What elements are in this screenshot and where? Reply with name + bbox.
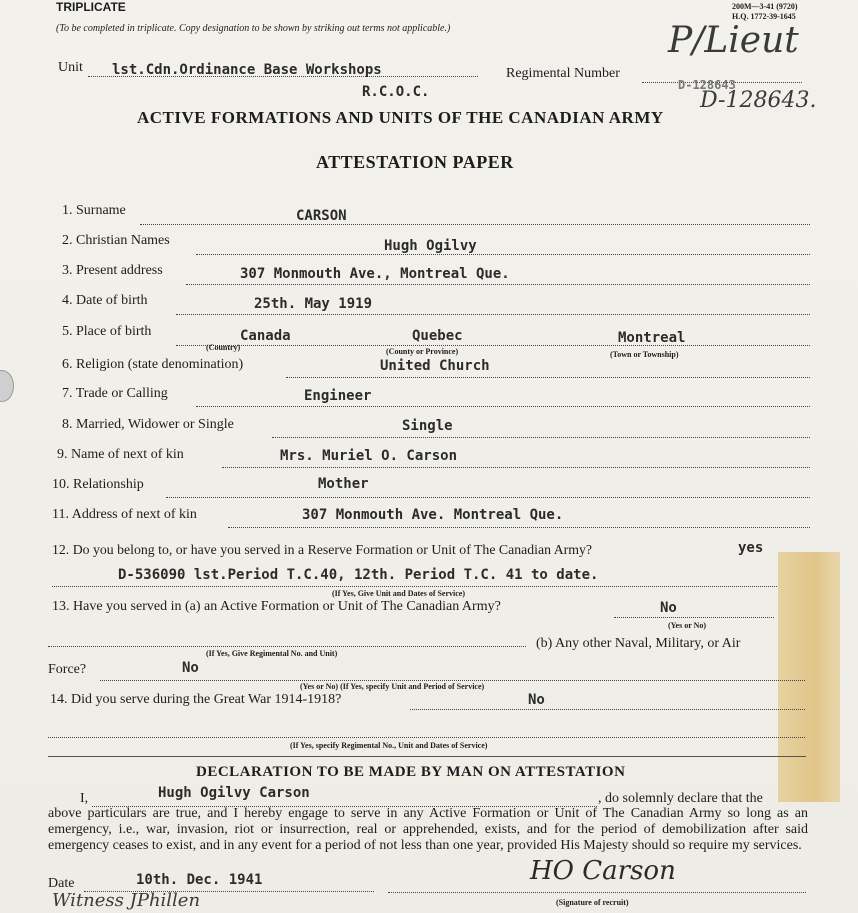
other-service-answer: No xyxy=(182,660,199,676)
next-of-kin-label: 9. Name of next of kin xyxy=(57,447,184,462)
religion-value: United Church xyxy=(380,358,490,374)
place-of-birth-province: Quebec xyxy=(412,328,463,344)
declaration-line1-end: , do solemnly declare that the xyxy=(598,791,763,806)
rank-handwritten: P/Lieut xyxy=(668,20,799,61)
great-war-label: 14. Did you serve during the Great War 1914-1918? xyxy=(50,692,342,707)
present-address-value: 307 Monmouth Ave., Montreal Que. xyxy=(240,266,510,282)
reserve-caption: (If Yes, Give Unit and Dates of Service) xyxy=(332,589,466,598)
town-caption: (Town or Township) xyxy=(610,350,679,359)
unit-value-corps: R.C.O.C. xyxy=(362,84,430,100)
marital-status-label: 8. Married, Widower or Single xyxy=(62,417,234,432)
present-address-label: 3. Present address xyxy=(62,263,163,278)
surname-label: 1. Surname xyxy=(62,203,126,218)
next-of-kin-value: Mrs. Muriel O. Carson xyxy=(280,448,458,464)
form-code-1: 200M—3-41 (9720) xyxy=(732,2,798,11)
date-of-birth-label: 4. Date of birth xyxy=(62,293,148,308)
regimental-number-handwritten: D-128643. xyxy=(700,88,817,113)
date-of-birth-value: 25th. May 1919 xyxy=(254,296,373,312)
regimental-number-typed: D-128643 xyxy=(678,78,736,92)
active-detail-caption: (If Yes, Give Regimental No. and Unit) xyxy=(206,649,338,658)
place-of-birth-town: Montreal xyxy=(618,330,686,346)
surname-value: CARSON xyxy=(296,208,347,224)
marital-status-value: Single xyxy=(402,418,453,434)
instruction-text: (To be completed in triplicate. Copy designation to be shown by striking out terms not applicable.) xyxy=(56,23,451,34)
other-service-label: (b) Any other Naval, Military, or Air xyxy=(536,636,741,651)
unit-label: Unit xyxy=(58,60,83,75)
reserve-answer: yes xyxy=(738,540,764,556)
form-title: ACTIVE FORMATIONS AND UNITS OF THE CANADIAN ARMY xyxy=(137,108,664,127)
other-service-label-cont: Force? xyxy=(48,662,87,677)
active-answer: No xyxy=(660,600,677,616)
place-of-birth-country: Canada xyxy=(240,328,291,344)
declaration-i: I, xyxy=(80,791,89,806)
reserve-question-label: 12. Do you belong to, or have you served in a Reserve Formation or Unit of The Canadian Army? xyxy=(52,542,593,557)
regimental-number-label: Regimental Number xyxy=(506,66,620,81)
paper-stain xyxy=(778,552,840,802)
trade-value: Engineer xyxy=(304,388,372,404)
punch-hole xyxy=(0,370,14,402)
relationship-value: Mother xyxy=(318,476,369,492)
kin-address-value: 307 Monmouth Ave. Montreal Que. xyxy=(302,507,564,523)
form-code-2: H.Q. 1772-39-1645 xyxy=(732,12,796,21)
kin-address-label: 11. Address of next of kin xyxy=(52,507,197,522)
country-caption: (Country) xyxy=(206,343,241,352)
province-caption: (County or Province) xyxy=(386,347,459,356)
declaration-heading: DECLARATION TO BE MADE BY MAN ON ATTESTATION xyxy=(196,764,626,780)
signature-caption: (Signature of recruit) xyxy=(556,898,629,907)
great-war-answer: No xyxy=(528,692,545,708)
christian-names-label: 2. Christian Names xyxy=(62,233,170,248)
declarant-name: Hugh Ogilvy Carson xyxy=(158,785,310,801)
other-service-caption: (Yes or No) (If Yes, specify Unit and Period of Service) xyxy=(300,682,485,691)
relationship-label: 10. Relationship xyxy=(52,477,144,492)
recruit-signature: HO Carson xyxy=(530,856,676,886)
christian-names-value: Hugh Ogilvy xyxy=(384,238,477,254)
great-war-caption: (If Yes, specify Regimental No., Unit and Dates of Service) xyxy=(290,741,488,750)
trade-label: 7. Trade or Calling xyxy=(62,386,168,401)
date-value: 10th. Dec. 1941 xyxy=(136,872,263,888)
religion-label: 6. Religion (state denomination) xyxy=(62,357,244,372)
active-yesno-caption: (Yes or No) xyxy=(668,621,707,630)
form-subtitle: ATTESTATION PAPER xyxy=(316,152,514,172)
date-label: Date xyxy=(48,876,75,891)
active-question-label: 13. Have you served in (a) an Active Formation or Unit of The Canadian Army? xyxy=(52,599,501,614)
place-of-birth-label: 5. Place of birth xyxy=(62,324,152,339)
witness-signature: Witness JPhillen xyxy=(52,890,201,911)
reserve-detail: D-536090 lst.Period T.C.40, 12th. Period T.C. 41 to date. xyxy=(118,567,599,583)
declaration-body: above particulars are true, and I hereby engage to serve in any Active Formation or Unit of The Canadian Army so long as an emergency, i.e., war, invasion, riot or insurrection, real or apprehended, exists, and for the period of demobilization after said emergency ceases to exist, and in any event for a period of not less than one year, provided His Majesty should so require my services. xyxy=(48,806,808,853)
unit-value: lst.Cdn.Ordinance Base Workshops xyxy=(112,62,382,78)
triplicate-label: TRIPLICATE xyxy=(56,0,126,14)
